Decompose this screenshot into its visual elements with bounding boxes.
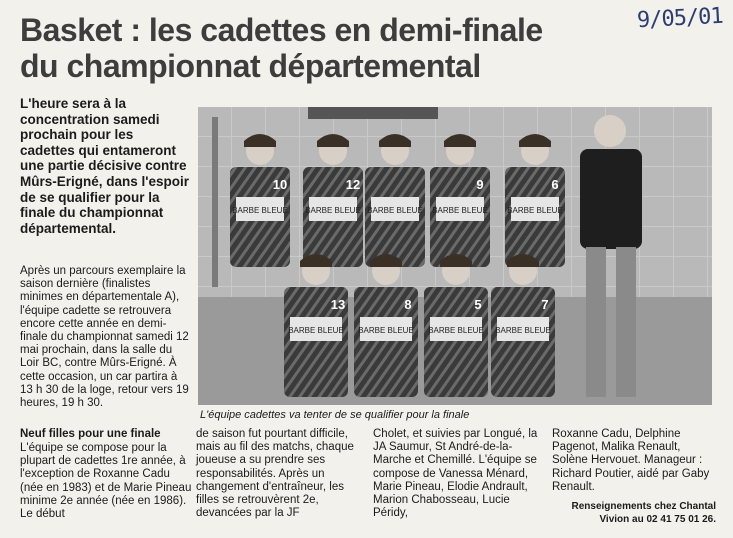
- jersey-number: 7: [541, 297, 549, 312]
- jersey-sponsor-text: BARBE BLEUE: [507, 206, 563, 215]
- jersey-sponsor-text: BARBE BLEUE: [305, 206, 361, 215]
- jersey-sponsor-text: BARBE BLEUE: [232, 206, 288, 215]
- body-paragraph-1: Après un parcours exemplaire la saison dernière (finalistes minimes en départementale A), l'équipe cadette se retrouvera encore cette année en demi-finale du championnat samedi 12 mai prochain, dans la salle du Loir BC, contre Mûrs-Erigné. À cette occasion, un car partira à 13 h 30 de la loge, retour vers 19 heures, 19 h 30.: [20, 265, 189, 410]
- jersey-sponsor-text: BARBE BLEUE: [495, 326, 551, 335]
- team-photo: [198, 107, 712, 405]
- jersey-number: 6: [551, 177, 559, 192]
- handwritten-date: 9/05/01: [636, 3, 724, 34]
- jersey-number: 5: [474, 297, 482, 312]
- lead-paragraph: L'heure sera à la concentration samedi prochain pour les cadettes qui entameront une partie décisive contre Mûrs-Erigné, dans l'espoir de se qualifier pour la finale du championnat départemental.: [20, 96, 189, 236]
- jersey-sponsor-text: BARBE BLEUE: [428, 326, 484, 335]
- column-3: Cholet, et suivies par Longué, la JA Saumur, St André-de-la-Marche et Chemillé. L'équipe se compose de Vanessa Ménard, Marie Pineau, Elodie Andrault, Marion Chabosseau, Lucie Péridy,: [373, 428, 538, 520]
- jersey-number: 12: [345, 177, 361, 192]
- headline-line-1: Basket : les cadettes en demi-finale: [20, 12, 543, 48]
- headline: [20, 12, 543, 84]
- jersey-number: 9: [476, 177, 484, 192]
- jersey-sponsor-text: BARBE BLEUE: [358, 326, 414, 335]
- contact-line-1: Renseignements chez Chantal: [571, 501, 716, 512]
- jersey-number: 13: [330, 297, 346, 312]
- column-2: de saison fut pourtant difficile, mais au fil des matchs, chaque joueuse a su prendre ses responsabilités. Après un changement d'entraîneur, les filles se retrouvèrent 2e, devancées par la JF: [196, 428, 354, 520]
- body-paragraph-2: L'équipe se compose pour la plupart de cadettes 1re année, à l'exception de Roxanne Cadu (née en 1983) et de Marie Pineau minime 2e année (née en 1986). Le début: [20, 442, 192, 521]
- photo-caption: L'équipe cadettes va tenter de se qualifier pour la finale: [200, 409, 470, 421]
- jersey-number: 8: [404, 297, 412, 312]
- jersey-sponsor-text: BARBE BLEUE: [432, 206, 488, 215]
- headline-line-2: du championnat départemental: [20, 48, 481, 84]
- section-subhead: Neuf filles pour une finale: [20, 428, 161, 440]
- team-photo-illustration: [198, 107, 712, 405]
- jersey-sponsor-text: BARBE BLEUE: [367, 206, 423, 215]
- jersey-number: 10: [272, 177, 288, 192]
- jersey-sponsor-text: BARBE BLEUE: [288, 326, 344, 335]
- contact-info: [556, 500, 716, 526]
- column-4: Roxanne Cadu, Delphine Pagenot, Malika Renault, Solène Hervouet. Manageur : Richard Poutier, aidé par Gaby Renault.: [552, 428, 710, 493]
- contact-line-2: Vivion au 02 41 75 01 26.: [599, 514, 716, 525]
